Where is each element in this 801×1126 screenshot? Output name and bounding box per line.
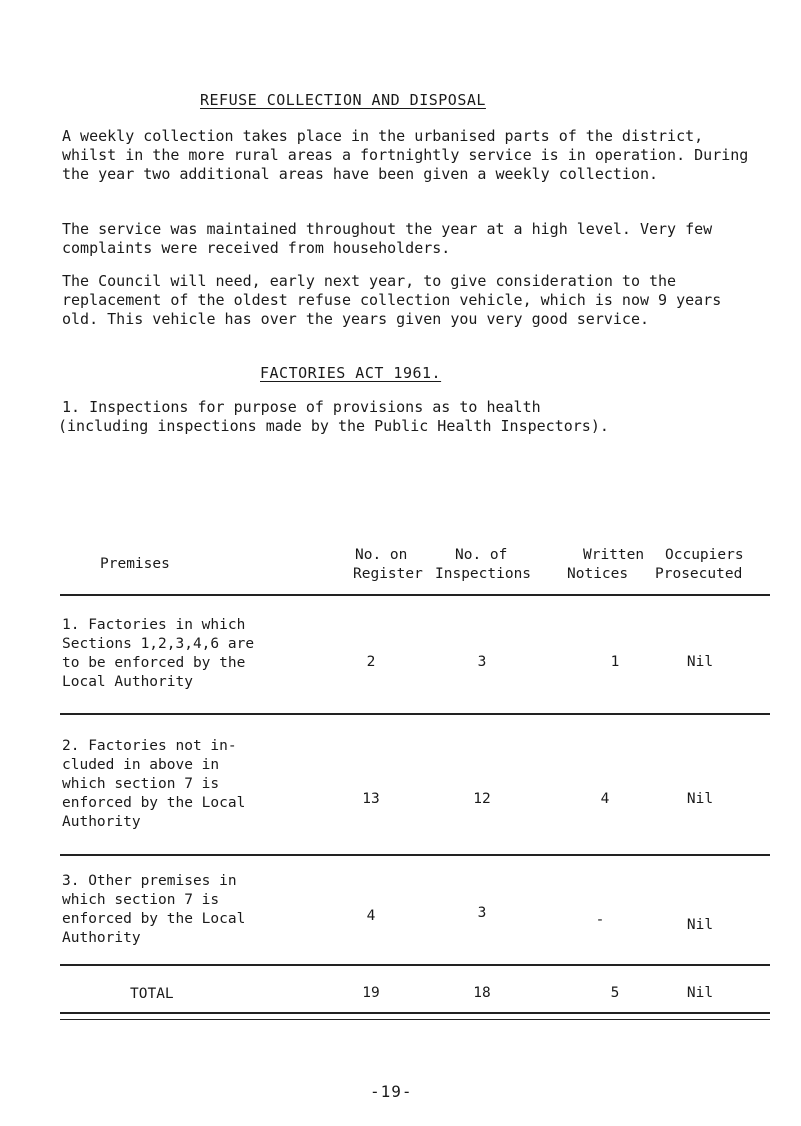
column-header-occupiers-line-1: Occupiers — [665, 547, 744, 563]
column-header-premises: Premises — [100, 556, 170, 572]
paragraph-service-level: The service was maintained throughout the year at a high level. Very few complaints were received from householders. — [62, 220, 713, 257]
total-register: 19 — [362, 985, 380, 1001]
column-header-notices-line-2: Notices — [567, 566, 629, 582]
total-occupiers: Nil — [686, 985, 714, 1001]
header-rule — [60, 594, 770, 596]
row-3-label: 3. Other premises in which section 7 is enforced by the Local Authority — [62, 873, 246, 946]
row-1-inspections: 3 — [477, 654, 487, 670]
row-1-label: 1. Factories in which Sections 1,2,3,4,6 are to be enforced by the Local Authority — [62, 617, 255, 690]
row-2-label: 2. Factories not in-cluded in above in which section 7 is enforced by the Local Authority — [62, 738, 246, 830]
factories-act-heading: FACTORIES ACT 1961. — [260, 364, 442, 382]
row-3-notices: - — [595, 912, 605, 928]
page-title: REFUSE COLLECTION AND DISPOSAL — [200, 91, 486, 109]
total-notices: 5 — [610, 985, 620, 1001]
column-header-inspections-line-2: Inspections — [435, 566, 532, 582]
row-2-register: 13 — [362, 791, 380, 807]
column-header-register-line-1: No. on — [355, 547, 408, 563]
page-number: -19- — [370, 1082, 413, 1101]
row-2-notices: 4 — [600, 791, 610, 807]
total-label: TOTAL — [130, 986, 174, 1002]
row-1-register: 2 — [366, 654, 376, 670]
inspections-intro-line-1: 1. Inspections for purpose of provisions as to health — [62, 398, 541, 416]
column-header-inspections-line-1: No. of — [455, 547, 508, 563]
row-3-rule — [60, 964, 770, 966]
row-2-inspections: 12 — [473, 791, 491, 807]
row-1-rule — [60, 713, 770, 715]
row-1-occupiers: Nil — [686, 654, 714, 670]
row-3-occupiers: Nil — [686, 917, 714, 933]
column-header-occupiers-line-2: Prosecuted — [655, 566, 743, 582]
paragraph-weekly-collection: A weekly collection takes place in the urbanised parts of the district, whilst in the more rural areas a fortnightly service is in operation. During the year two additional areas have been given a weekly collection. — [62, 127, 749, 183]
row-3-register: 4 — [366, 908, 376, 924]
total-inspections: 18 — [473, 985, 491, 1001]
row-2-occupiers: Nil — [686, 791, 714, 807]
total-rule-lower — [60, 1019, 770, 1020]
row-1-notices: 1 — [610, 654, 620, 670]
column-header-register-line-2: Register — [353, 566, 423, 582]
paragraph-vehicle-replacement: The Council will need, early next year, to give consideration to the replacement of the oldest refuse collection vehicle, which is now 9 years old. This vehicle has over the years given you very good service. — [62, 272, 722, 328]
column-header-notices-line-1: Written — [583, 547, 645, 563]
inspections-intro-line-2: (including inspections made by the Public Health Inspectors). — [58, 417, 609, 435]
total-rule-upper — [60, 1012, 770, 1014]
row-3-inspections: 3 — [477, 905, 487, 921]
row-2-rule — [60, 854, 770, 856]
